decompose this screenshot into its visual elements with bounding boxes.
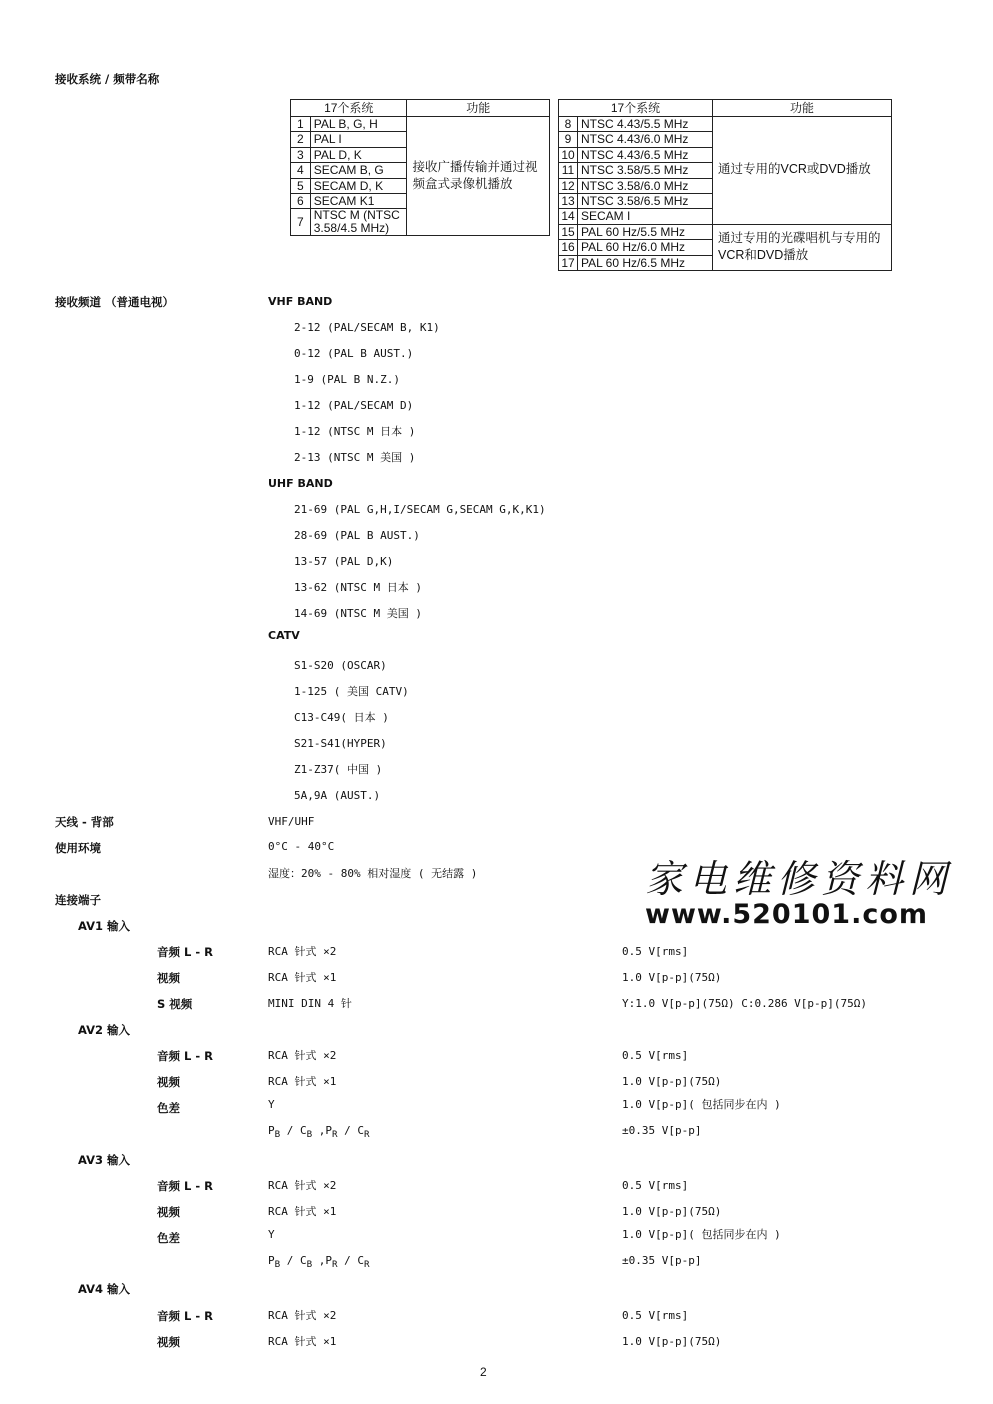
system-num: 9 <box>559 132 578 147</box>
channels-label: 接收频道 （普通电视） <box>55 295 175 309</box>
color-diff-label: 色差 <box>157 1101 180 1115</box>
channel-item: 2-12 (PAL/SECAM B, K1) <box>294 321 440 334</box>
system-name: NTSC 3.58/6.5 MHz <box>578 194 713 209</box>
section-title: 接收系统 / 频带名称 <box>55 72 160 86</box>
system-num: 4 <box>291 163 311 178</box>
watermark-title: 家电维修资料网 <box>645 857 954 901</box>
video-label: 视频 <box>157 971 180 985</box>
cb-sub: B <box>306 1259 313 1271</box>
system-name: NTSC 4.43/6.5 MHz <box>578 147 713 162</box>
system-num: 6 <box>291 194 311 209</box>
system-num: 17 <box>559 255 578 270</box>
watermark-url: www.520101.com <box>645 899 929 930</box>
system-name: PAL I <box>310 132 407 147</box>
temperature-value: 0°C - 40°C <box>268 840 335 853</box>
system-function: 接收广播传输并通过视频盒式录像机播放 <box>407 117 550 236</box>
system-num: 13 <box>559 194 578 209</box>
system-function: 通过专用的VCR或DVD播放 <box>713 117 892 225</box>
system-name: NTSC 4.43/5.5 MHz <box>578 117 713 132</box>
system-name: NTSC 4.43/6.0 MHz <box>578 132 713 147</box>
audio-label: 音频 L - R <box>157 1309 213 1323</box>
pb-letter: P <box>268 1254 275 1267</box>
audio-label: 音频 L - R <box>157 1049 213 1063</box>
spec-value: 1.0 V[p-p]( 包括同步在内 ) <box>622 1098 781 1111</box>
spec-value: 1.0 V[p-p](75Ω) <box>622 1335 722 1348</box>
system-name: NTSC 3.58/6.0 MHz <box>578 178 713 193</box>
channel-item: S21-S41(HYPER) <box>294 737 387 750</box>
system-num: 15 <box>559 224 578 239</box>
system-name: NTSC M (NTSC 3.58/4.5 MHz) <box>310 209 407 236</box>
system-name: SECAM I <box>578 209 713 224</box>
pr-letter: ,P <box>312 1254 333 1267</box>
channel-item: 21-69 (PAL G,H,I/SECAM G,SECAM G,K,K1) <box>294 503 546 516</box>
system-num: 5 <box>291 178 311 193</box>
spec-value: 0.5 V[rms] <box>622 1309 689 1322</box>
spec-value: 0.5 V[rms] <box>622 945 689 958</box>
system-num: 10 <box>559 147 578 162</box>
cr-sub: R <box>364 1259 370 1271</box>
channel-item: 1-12 (PAL/SECAM D) <box>294 399 414 412</box>
channel-item: 0-12 (PAL B AUST.) <box>294 347 414 360</box>
pr-sub: R <box>332 1259 338 1271</box>
pb-sub: B <box>274 1129 281 1141</box>
terminals-label: 连接端子 <box>55 893 101 907</box>
spec-value: 1.0 V[p-p](75Ω) <box>622 971 722 984</box>
av1-title: AV1 输入 <box>78 919 131 933</box>
system-name: NTSC 3.58/5.5 MHz <box>578 163 713 178</box>
connector-value: RCA 针式 ×2 <box>268 1309 337 1322</box>
system-name: PAL D, K <box>310 147 407 162</box>
channel-item: Z1-Z37( 中国 ) <box>294 763 383 776</box>
table-header-systems: 17个系统 <box>559 100 713 117</box>
pb-sub: B <box>274 1259 281 1271</box>
cb-letter: / C <box>280 1254 307 1267</box>
channel-item: 1-9 (PAL B N.Z.) <box>294 373 400 386</box>
system-num: 16 <box>559 240 578 255</box>
system-num: 12 <box>559 178 578 193</box>
spec-value: 1.0 V[p-p](75Ω) <box>622 1205 722 1218</box>
system-name: SECAM B, G <box>310 163 407 178</box>
connector-value: RCA 针式 ×1 <box>268 1205 337 1218</box>
audio-label: 音频 L - R <box>157 1179 213 1193</box>
spec-value: 1.0 V[p-p]( 包括同步在内 ) <box>622 1228 781 1241</box>
channel-item: S1-S20 (OSCAR) <box>294 659 387 672</box>
cr-letter: / C <box>337 1124 365 1137</box>
cb-letter: / C <box>280 1124 307 1137</box>
table-header-function: 功能 <box>713 100 892 117</box>
channel-item: 13-57 (PAL D,K) <box>294 555 394 568</box>
system-num: 7 <box>291 209 311 236</box>
environment-label: 使用环境 <box>55 841 101 855</box>
svideo-label: S 视频 <box>157 997 193 1011</box>
catv-title: CATV <box>268 629 300 642</box>
system-num: 14 <box>559 209 578 224</box>
cr-sub: R <box>364 1129 370 1141</box>
channel-item: 13-62 (NTSC M 日本 ) <box>294 581 422 594</box>
system-name: PAL B, G, H <box>310 117 407 132</box>
connector-value: RCA 针式 ×1 <box>268 1075 337 1088</box>
spec-value: Y:1.0 V[p-p](75Ω) C:0.286 V[p-p](75Ω) <box>622 997 868 1010</box>
av3-title: AV3 输入 <box>78 1153 131 1167</box>
y-value: Y <box>268 1098 275 1111</box>
connector-value: MINI DIN 4 针 <box>268 997 352 1010</box>
pb-letter: P <box>268 1124 275 1137</box>
humidity-value: 湿度：20% - 80% 相对湿度 ( 无结露 ) <box>268 867 478 880</box>
pb-cb-pr-cr <box>268 1124 370 1142</box>
system-name: SECAM D, K <box>310 178 407 193</box>
channel-item: C13-C49( 日本 ) <box>294 711 389 724</box>
y-value: Y <box>268 1228 275 1241</box>
connector-value: RCA 针式 ×2 <box>268 1179 337 1192</box>
table-header-function: 功能 <box>407 100 550 117</box>
antenna-value: VHF/UHF <box>268 815 315 828</box>
channel-item: 14-69 (NTSC M 美国 ) <box>294 607 422 620</box>
connector-value: RCA 针式 ×1 <box>268 1335 337 1348</box>
channel-item: 5A,9A (AUST.) <box>294 789 381 802</box>
video-label: 视频 <box>157 1075 180 1089</box>
system-num: 2 <box>291 132 311 147</box>
systems-table-right <box>558 99 892 271</box>
system-num: 1 <box>291 117 311 132</box>
connector-value: RCA 针式 ×2 <box>268 1049 337 1062</box>
spec-value: 0.5 V[rms] <box>622 1179 689 1192</box>
pr-sub: R <box>332 1129 338 1141</box>
system-name: PAL 60 Hz/6.0 MHz <box>578 240 713 255</box>
systems-table-left <box>290 99 550 236</box>
table-header-systems: 17个系统 <box>291 100 407 117</box>
channel-item: 28-69 (PAL B AUST.) <box>294 529 420 542</box>
channel-item: 1-12 (NTSC M 日本 ) <box>294 425 416 438</box>
video-label: 视频 <box>157 1335 180 1349</box>
color-diff-label: 色差 <box>157 1231 180 1245</box>
connector-value: RCA 针式 ×1 <box>268 971 337 984</box>
uhf-band-title: UHF BAND <box>268 477 333 490</box>
av2-title: AV2 输入 <box>78 1023 131 1037</box>
channel-item: 2-13 (NTSC M 美国 ) <box>294 451 416 464</box>
system-num: 11 <box>559 163 578 178</box>
system-name: PAL 60 Hz/5.5 MHz <box>578 224 713 239</box>
spec-value: ±0.35 V[p-p] <box>622 1124 702 1137</box>
system-function: 通过专用的光碟唱机与专用的VCR和DVD播放 <box>713 224 892 270</box>
av4-title: AV4 输入 <box>78 1282 131 1296</box>
watermark <box>645 848 953 930</box>
system-name: SECAM K1 <box>310 194 407 209</box>
pb-cb-pr-cr <box>268 1254 370 1272</box>
system-num: 3 <box>291 147 311 162</box>
antenna-label: 天线 - 背部 <box>55 815 114 829</box>
audio-label: 音频 L - R <box>157 945 213 959</box>
page-number: 2 <box>480 1365 487 1379</box>
spec-value: 0.5 V[rms] <box>622 1049 689 1062</box>
cb-sub: B <box>306 1129 313 1141</box>
cr-letter: / C <box>337 1254 365 1267</box>
pr-letter: ,P <box>312 1124 333 1137</box>
spec-value: 1.0 V[p-p](75Ω) <box>622 1075 722 1088</box>
channel-item: 1-125 ( 美国 CATV) <box>294 685 409 698</box>
video-label: 视频 <box>157 1205 180 1219</box>
system-num: 8 <box>559 117 578 132</box>
spec-value: ±0.35 V[p-p] <box>622 1254 702 1267</box>
connector-value: RCA 针式 ×2 <box>268 945 337 958</box>
vhf-band-title: VHF BAND <box>268 295 333 308</box>
system-name: PAL 60 Hz/6.5 MHz <box>578 255 713 270</box>
